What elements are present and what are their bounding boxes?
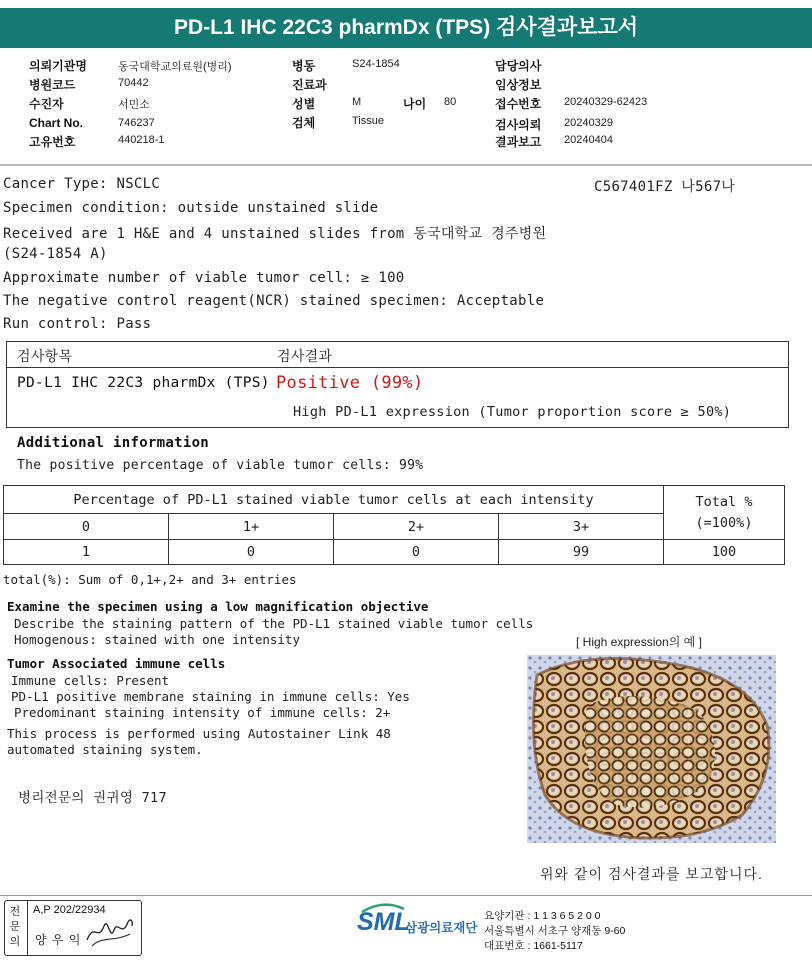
examine-line-1: Describe the staining pattern of the PD-L1 stained viable tumor cells <box>14 616 534 631</box>
dept-label: 진료과 <box>292 78 327 92</box>
process-line-2: automated staining system. <box>7 742 203 757</box>
intensity-value-0: 1 <box>4 540 169 565</box>
request-date-label: 검사의뢰 <box>495 118 542 132</box>
report-date-label: 결과보고 <box>495 135 542 149</box>
expression-level: High PD-L1 expression (Tumor proportion score ≥ 50%) <box>293 404 732 420</box>
total-header-label: Total % <box>695 493 753 510</box>
sex-value: M <box>352 96 362 108</box>
address: 서울특별시 서초구 양재동 9-60 <box>484 925 626 937</box>
chart-value: 746237 <box>118 117 155 129</box>
doctor-label: 담당의사 <box>495 59 542 73</box>
phone: 대표번호 : 1661-5117 <box>484 940 583 952</box>
institution-label: 의뢰기관명 <box>29 59 87 73</box>
test-name: PD-L1 IHC 22C3 pharmDx (TPS) <box>17 375 270 391</box>
brand-name: 삼광의료재단 <box>405 921 478 935</box>
sex-label: 성별 <box>292 97 316 111</box>
intensity-col-3: 3+ <box>499 514 664 540</box>
immune-line-1: Immune cells: Present <box>11 673 170 688</box>
clinical-info-label: 임상정보 <box>495 78 542 92</box>
specimen-condition: Specimen condition: outside unstained slide <box>3 200 379 216</box>
intensity-col-1: 1+ <box>169 514 334 540</box>
chart-label: Chart No. <box>29 116 83 130</box>
intensity-value-2: 0 <box>334 540 499 565</box>
institution-value: 동국대학교의료원(병리) <box>118 61 232 73</box>
intensity-col-0: 0 <box>4 514 169 540</box>
immune-line-2: PD-L1 positive membrane staining in immune cells: Yes <box>11 689 410 704</box>
unique-id-value: 440218-1 <box>118 134 165 146</box>
immune-line-3: Predominant staining intensity of immune cells: 2+ <box>14 705 391 720</box>
hospital-code-label: 병원코드 <box>29 78 76 92</box>
intensity-table <box>3 485 785 565</box>
report-date-value: 20240404 <box>564 134 613 146</box>
ward-value: S24-1854 <box>352 58 400 70</box>
receipt-label: 접수번호 <box>495 97 542 111</box>
examine-heading: Examine the specimen using a low magnification objective <box>7 599 429 614</box>
patient-label: 수진자 <box>29 97 64 111</box>
intensity-value-3: 99 <box>499 540 664 565</box>
process-line-1: This process is performed using Autostainer Link 48 <box>7 726 391 741</box>
closing-statement: 위와 같이 검사결과를 보고합니다. <box>540 866 763 882</box>
request-date-value: 20240329 <box>564 117 613 129</box>
slide-id: (S24-1854 A) <box>3 246 108 262</box>
total-header-sub: (=100%) <box>695 514 753 531</box>
age-value: 80 <box>444 96 457 108</box>
immune-heading: Tumor Associated immune cells <box>7 656 226 671</box>
signature-scribble <box>84 912 136 950</box>
image-caption: [ High expression의 예 ] <box>576 635 702 649</box>
receipt-value: 20240329-62423 <box>564 96 648 108</box>
report-title: PD-L1 IHC 22C3 pharmDx (TPS) 검사결과보고서 <box>0 8 812 48</box>
patient-value: 서민소 <box>118 99 150 111</box>
ward-label: 병동 <box>292 59 316 73</box>
sml-logo-text: SML <box>357 908 410 936</box>
intensity-total: 100 <box>664 540 785 565</box>
positive-percentage: The positive percentage of viable tumor cells: 99% <box>17 458 424 473</box>
hospital-code-value: 70442 <box>118 77 149 89</box>
org-code: 요양기관 : 1 1 3 6 5 2 0 0 <box>484 910 601 922</box>
intensity-value-1: 0 <box>169 540 334 565</box>
specimen-label: 검체 <box>292 116 316 130</box>
table-note: total(%): Sum of 0,1+,2+ and 3+ entries <box>3 572 297 587</box>
sml-logo-arc <box>360 903 406 913</box>
test-result-header: 검사결과 <box>277 348 333 364</box>
signature-box-divider <box>27 900 28 956</box>
header-divider <box>0 164 812 166</box>
test-item-header: 검사항목 <box>17 348 73 364</box>
age-label: 나이 <box>403 97 427 111</box>
test-outcome: Positive (99%) <box>276 373 424 393</box>
unique-id-label: 고유번호 <box>29 135 76 149</box>
intensity-caption: Percentage of PD-L1 stained viable tumor cells at each intensity <box>4 486 664 514</box>
ihc-specimen-image <box>527 655 776 843</box>
run-control: Run control: Pass <box>3 316 152 332</box>
examine-line-2: Homogenous: stained with one intensity <box>14 632 300 647</box>
specialist-stamp-label: 전문의 <box>9 906 21 948</box>
result-header-divider <box>6 367 789 368</box>
specimen-value: Tissue <box>352 115 384 127</box>
cancer-type: Cancer Type: NSCLC <box>3 176 161 192</box>
additional-heading: Additional information <box>17 435 210 451</box>
signer-name: 양 우 익 <box>35 933 82 947</box>
ncr-result: The negative control reagent(NCR) stained specimen: Acceptable <box>3 293 545 309</box>
viable-tumor-cells: Approximate number of viable tumor cell: ≥ 100 <box>3 270 405 286</box>
footer-divider <box>0 895 812 896</box>
license-number: A,P 202/22934 <box>33 904 106 916</box>
pathologist: 병리전문의 권귀영 717 <box>18 790 167 806</box>
received-slides: Received are 1 H&E and 4 unstained slides from 동국대학교 경주병원 <box>3 226 547 242</box>
specimen-code: C567401FZ 나567나 <box>594 179 736 195</box>
ihc-stain-illustration <box>527 655 776 843</box>
intensity-col-2: 2+ <box>334 514 499 540</box>
total-header <box>664 486 785 540</box>
